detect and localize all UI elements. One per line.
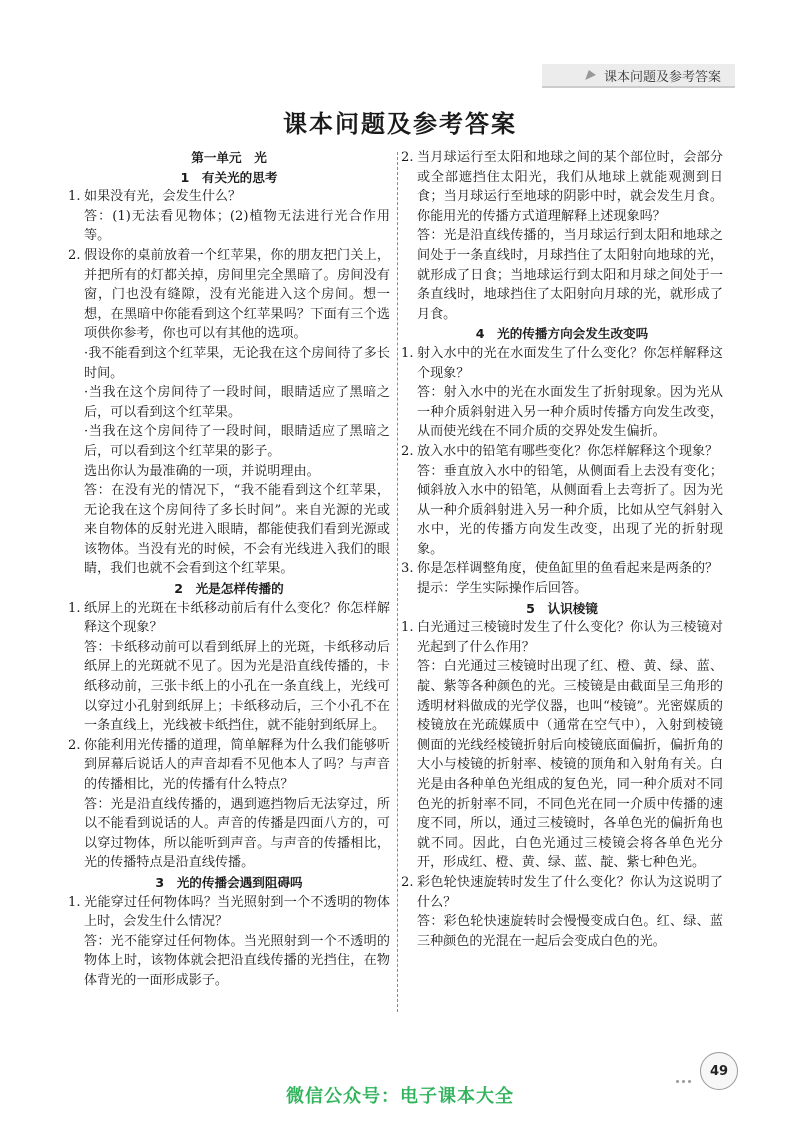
question-text: 白光通过三棱镜时发生了什么变化？你认为三棱镜对光起到了什么作用？: [417, 620, 723, 655]
question-3-2: [401, 148, 723, 324]
question-text: 彩色轮快速旋转时发生了什么变化？你认为这说明了什么？: [417, 874, 723, 910]
watermark: 微信公众号：电子课本大全: [286, 1086, 514, 1107]
question-1-2: [68, 246, 390, 579]
question-number: 1.: [68, 600, 81, 616]
question-text: 当月球运行至太阳和地球之间的某个部位时，会部分或全部遮挡住太阳光，我们从地球上就能观测到日食；当月球运行至地球的阴影中时，就会发生月食。你能用光的传播方式道理解释上述现象吗？: [417, 150, 723, 224]
question-5-2: [401, 873, 723, 951]
question-text: 放入水中的铅笔有哪些变化？你怎样解释这个现象？: [417, 443, 719, 459]
question-number: 1.: [401, 620, 414, 636]
question-text: 你能利用光传播的道理，简单解释为什么我们能够听到屏幕后说话人的声音却看不见他本人了吗？与声音的传播相比，光的传播有什么特点？: [84, 737, 390, 792]
header-rule: [542, 86, 735, 88]
question-2-1: [68, 599, 390, 736]
question-number: 1.: [68, 894, 81, 910]
page-title: 课本问题及参考答案: [283, 110, 517, 138]
question-text: 射入水中的光在水面发生了什么变化？你怎样解释这个现象？: [417, 345, 723, 381]
question-number: 2.: [68, 737, 81, 753]
question-2-2: [68, 736, 390, 873]
question-prompt: 选出你认为最准确的一项，并说明理由。: [84, 463, 320, 479]
question-text: 你是怎样调整角度，使鱼缸里的鱼看起来是两条的？: [417, 561, 719, 577]
answer-text: 提示：学生实际操作后回答。: [417, 581, 588, 597]
option-3: ·当我在这个房间待了一段时间，眼睛适应了黑暗之后，可以看到这个红苹果的影子。: [84, 424, 390, 459]
question-text: 纸屏上的光斑在卡纸移动前后有什么变化？你怎样解释这个现象？: [84, 600, 390, 636]
column-divider: [397, 152, 398, 1012]
section-heading-2: 2 光是怎样传播的: [174, 581, 284, 597]
section-heading-4: 4 光的传播方向会发生改变吗: [475, 326, 649, 342]
running-head-text: 课本问题及参考答案: [603, 69, 721, 85]
question-number: 1.: [401, 345, 414, 361]
question-text: 如果没有光，会发生什么？: [84, 189, 242, 205]
left-column: [68, 148, 390, 991]
running-head: [542, 64, 735, 86]
question-4-1: [401, 344, 723, 442]
right-column: [401, 148, 723, 951]
answer-text: 答：垂直放入水中的铅笔，从侧面看上去没有变化；倾斜放入水中的铅笔，从侧面看上去弯折了。因为光从一种介质斜射进入另一种介质，比如从空气斜射入水中，光的传播方向发生改变，出现了光的折射现象。: [417, 463, 723, 557]
answer-text: 答：光不能穿过任何物体。当光照射到一个不透明的物体上时，该物体就会把沿直线传播的光挡住，在物体背光的一面形成影子。: [84, 933, 390, 988]
decorative-dots-icon: [676, 1068, 696, 1072]
answer-text: 答：射入水中的光在水面发生了折射现象。因为光从一种介质斜射进入另一种介质时传播方向发生改变，从而使光线在不同介质的交界处发生偏折。: [417, 385, 723, 440]
section-heading-1: 1 有关光的思考: [180, 169, 278, 185]
answer-text: 答：白光通过三棱镜时出现了红、橙、黄、绿、蓝、靛、紫等各种颜色的光。三棱镜是由截面呈三角形的透明材料做成的光学仪器，也叫“棱镜”。光密媒质的棱镜放在光疏媒质中（通常在空气中），入射到棱镜侧面的光线经棱镜折射后向棱镜底面偏折，偏折角的大小与棱镜的折射率、棱镜的顶角和入射角有关。白光是由各种单色光组成的复色光，同一种介质对不同色光的折射率不同，不同色光在同一介质中传播的速度不同，所以，通过三棱镜时，各单色光的偏折角也就不同。因此，白色光通过三棱镜会将各单色光分开，形成红、橙、黄、绿、蓝、靛、紫七种色光。: [417, 659, 723, 871]
answer-text: 答：光是沿直线传播的，遇到遮挡物后无法穿过，所以不能看到说话的人。声音的传播是四面八方的，可以穿过物体，所以能听到声音。与声音的传播相比，光的传播特点是沿直线传播。: [84, 796, 390, 871]
question-5-1: [401, 618, 723, 873]
answer-text: 答：卡纸移动前可以看到纸屏上的光斑，卡纸移动后纸屏上的光斑就不见了。因为光是沿直线传播的，卡纸移动前，三张卡纸上的小孔在一条直线上，光线可以穿过小孔射到纸屏上；卡纸移动后，三个小孔不在一条直线上，光线被卡纸挡住，就不能射到纸屏上。: [84, 639, 390, 734]
question-number: 1.: [68, 189, 81, 205]
question-text: 假设你的桌前放着一个红苹果，你的朋友把门关上，并把所有的灯都关掉，房间里完全黑暗了。房间没有窗，门也没有缝隙，没有光能进入这个房间。想一想，在黑暗中你能看到这个红苹果吗？下面有三个选项供你参考，你也可以有其他的选项。: [84, 247, 390, 342]
answer-text: 答：(1)无法看见物体；(2)植物无法进行光合作用等。: [84, 208, 390, 244]
option-1: ·我不能看到这个红苹果，无论我在这个房间待了多长时间。: [84, 345, 390, 381]
answer-text: 答：彩色轮快速旋转时会慢慢变成白色。红、绿、蓝三种颜色的光混在一起后会变成白色的光。: [417, 914, 723, 949]
answer-text: 答：光是沿直线传播的，当月球运行到太阳和地球之间处于一条直线时，月球挡住了太阳射向地球的光，就形成了日食；当地球运行到太阳和月球之间处于一条直线时，地球挡住了太阳射向月球的光，就形成了月食。: [417, 228, 723, 322]
page-number: 49: [709, 1063, 729, 1079]
question-3-1: [68, 893, 390, 991]
question-4-3: [401, 559, 723, 598]
unit-heading: 第一单元 光: [191, 150, 267, 165]
tab-marker-icon: [585, 70, 598, 80]
question-number: 2.: [401, 443, 414, 459]
question-number: 2.: [401, 874, 414, 890]
question-number: 2.: [68, 247, 81, 263]
section-heading-5: 5 认识棱镜: [526, 600, 598, 616]
answer-text: 答：在没有光的情况下，“我不能看到这个红苹果，无论我在这个房间待了多长时间”。来自光源的光或来自物体的反射光进入眼睛，都能使我们看到光源或该物体。当没有光的时候，不会有光线进入我们的眼睛，我们也就不会看到这个红苹果。: [84, 483, 390, 577]
question-number: 3.: [401, 561, 414, 577]
question-1-1: [68, 187, 390, 246]
section-heading-3: 3 光的传播会遇到阻碍吗: [155, 874, 303, 890]
question-4-2: [401, 442, 723, 560]
question-number: 2.: [401, 150, 414, 165]
option-2: ·当我在这个房间待了一段时间，眼睛适应了黑暗之后，可以看到这个红苹果。: [84, 385, 390, 420]
question-text: 光能穿过任何物体吗？当光照射到一个不透明的物体上时，会发生什么情况？: [84, 894, 390, 930]
